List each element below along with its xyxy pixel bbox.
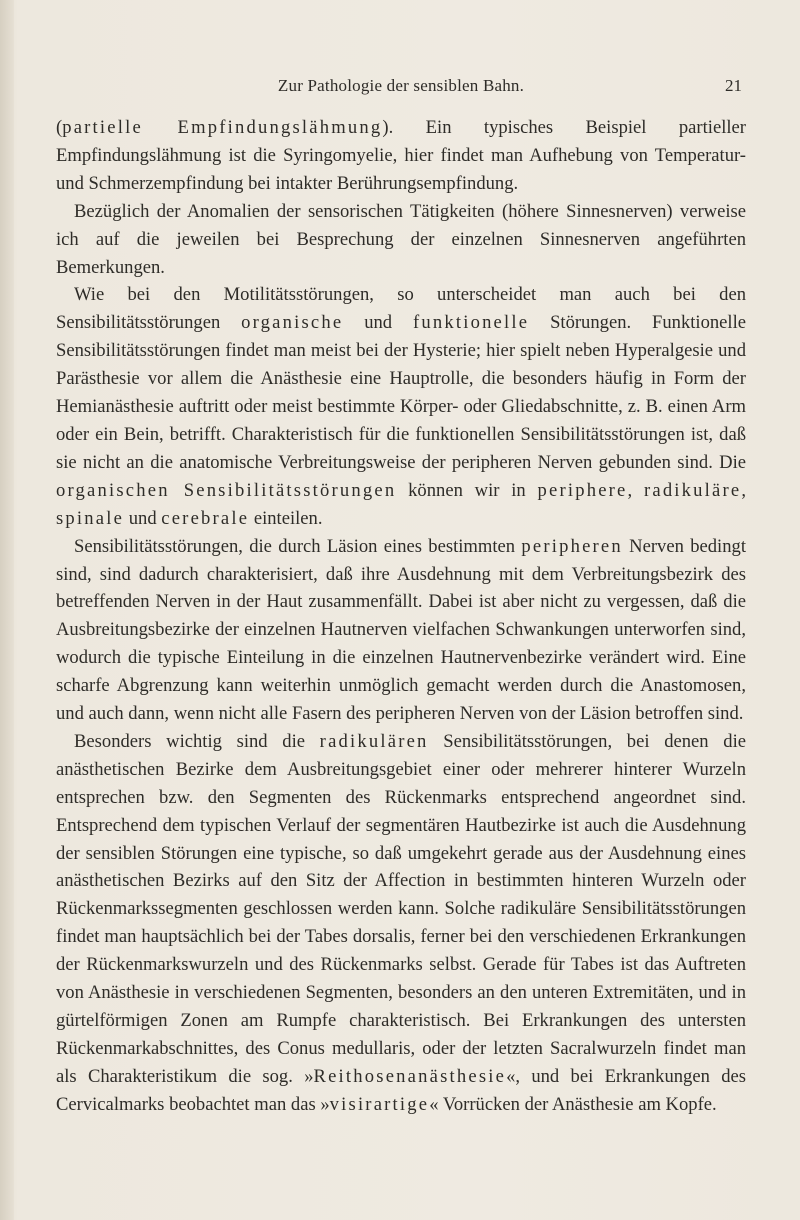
text-run: Besonders wichtig sind die — [74, 730, 320, 752]
text-run: einteilen. — [249, 507, 323, 529]
body-text — [56, 114, 746, 1119]
spaced-emphasis: radikuläre — [643, 479, 742, 501]
text-run: und — [343, 312, 413, 334]
spaced-emphasis: cerebrale — [161, 507, 250, 529]
page-header — [56, 76, 746, 104]
text-run: Wie bei den Motilitätsstörungen, so unterscheidet man auch bei den Sensibilitätsstörungen — [56, 284, 746, 334]
spaced-emphasis: organische — [241, 312, 344, 334]
page-number: 21 — [725, 76, 742, 95]
text-run: ( — [56, 117, 63, 138]
text-run: und — [124, 507, 162, 529]
text-run: Störungen. Funktionelle Sensibilitätsstörungen findet man meist bei der Hysterie; hier spielt neben Hyperalgesie und Parästhesie vor allem die Anästhesie eine Hauptrolle, die besonders häufig in Form der Hemianästhesie auftritt oder meist bestimmte Körper- oder Gliedabschnitte, z. B. einen Arm oder ein Bein, betrifft. Charakteristisch für die funktionellen Sensibilitätsstörungen ist, daß sie nicht an die anatomische Verbreitungsweise der peripheren Nerven gebunden sind. Die — [56, 312, 747, 473]
spaced-emphasis: peripheren — [521, 535, 623, 557]
text-run: «, und bei Erkrankungen des Cervicalmarks beobachtet man das » — [56, 1065, 746, 1115]
text-run: können wir in — [396, 479, 538, 501]
paragraph — [56, 114, 746, 198]
spaced-emphasis: funktionelle — [412, 312, 530, 334]
text-run: ). Ein typisches Beispiel partieller Empfindungslähmung ist die Syringomyelie, hier findet man Aufhebung von Temperatur- und Schmerzempfindung bei intakter Berührungsempfindung. — [56, 117, 746, 194]
paragraph — [56, 198, 746, 282]
text-run: , — [627, 479, 644, 501]
text-run: Nerven bedingt sind, sind dadurch charakterisiert, daß ihre Ausdehnung mit dem Verbreitungsbezirk des betreffenden Nerven in der Haut zusammenfällt. Dabei ist aber nicht zu vergessen, daß die Ausbreitungsbezirke der einzelnen Hautnerven vielfachen Schwankungen unterworfen sind, wodurch die typische Einteilung in die einzelnen Hautnervenbezirke verändert wird. Eine scharfe Abgrenzung kann weiterhin unmöglich gemacht werden durch die Anastomosen, und auch dann, wenn nicht alle Fasern des peripheren Nerven von der Läsion betroffen sind. — [56, 535, 746, 725]
text-run: « Vorrücken der Anästhesie am Kopfe. — [429, 1093, 717, 1115]
text-run: Sensibilitätsstörungen, die durch Läsion eines bestimmten — [74, 535, 522, 557]
page-gutter — [0, 0, 14, 1220]
text-run: , — [741, 479, 746, 501]
spaced-emphasis: organischen Sensibilitätsstörungen — [56, 479, 397, 501]
spaced-emphasis: partielle Empfindungslähmung — [62, 117, 383, 138]
text-run: Sensibilitätsstörungen, bei denen die anästhetischen Bezirke dem Ausbreitungsgebiet einer oder mehrerer hinterer Wurzeln entsprechen bzw. den Segmenten des Rückenmarks entsprechend angeordnet sind. Entsprechend dem typischen Verlauf der segmentären Hautbezirke ist auch die Ausdehnung der sensiblen Störungen eine typische, so daß umgekehrt gerade aus der Ausdehnung eines anästhetischen Bezirks auf den Sitz der Affection in bestimmten hinteren Wurzeln oder Rückenmarkssegmenten geschlossen werden kann. Solche radikuläre Sensibilitätsstörungen findet man hauptsächlich bei der Tabes dorsalis, ferner bei den verschiedenen Erkrankungen der Rückenmarkswurzeln und des Rückenmarks selbst. Gerade für Tabes ist das Auftreten von Anästhesie in verschiedenen Segmenten, besonders an den unteren Extremitäten, und in gürtelförmigen Zonen am Rumpfe charakteristisch. Bei Erkrankungen des untersten Rückenmarkabschnittes, des Conus medullaris, oder der letzten Sacralwurzeln findet man als Charakteristikum die sog. » — [56, 730, 746, 1087]
paragraph — [56, 728, 746, 1119]
spaced-emphasis: radikulären — [319, 730, 429, 752]
paragraph — [56, 533, 746, 728]
spaced-emphasis: Reithosenanästhesie — [313, 1065, 507, 1087]
text-run: Bezüglich der Anomalien der sensorischen Tätigkeiten (höhere Sinnesnerven) verweise ich auf die jeweilen bei Besprechung der einzelnen Sinnesnerven angeführten Bemerkungen. — [56, 200, 746, 278]
spaced-emphasis: spinale — [56, 507, 125, 529]
paragraph — [56, 281, 746, 532]
spaced-emphasis: periphere — [537, 479, 628, 501]
running-head: Zur Pathologie der sensiblen Bahn. — [277, 76, 525, 95]
spaced-emphasis: visirartige — [329, 1093, 430, 1115]
